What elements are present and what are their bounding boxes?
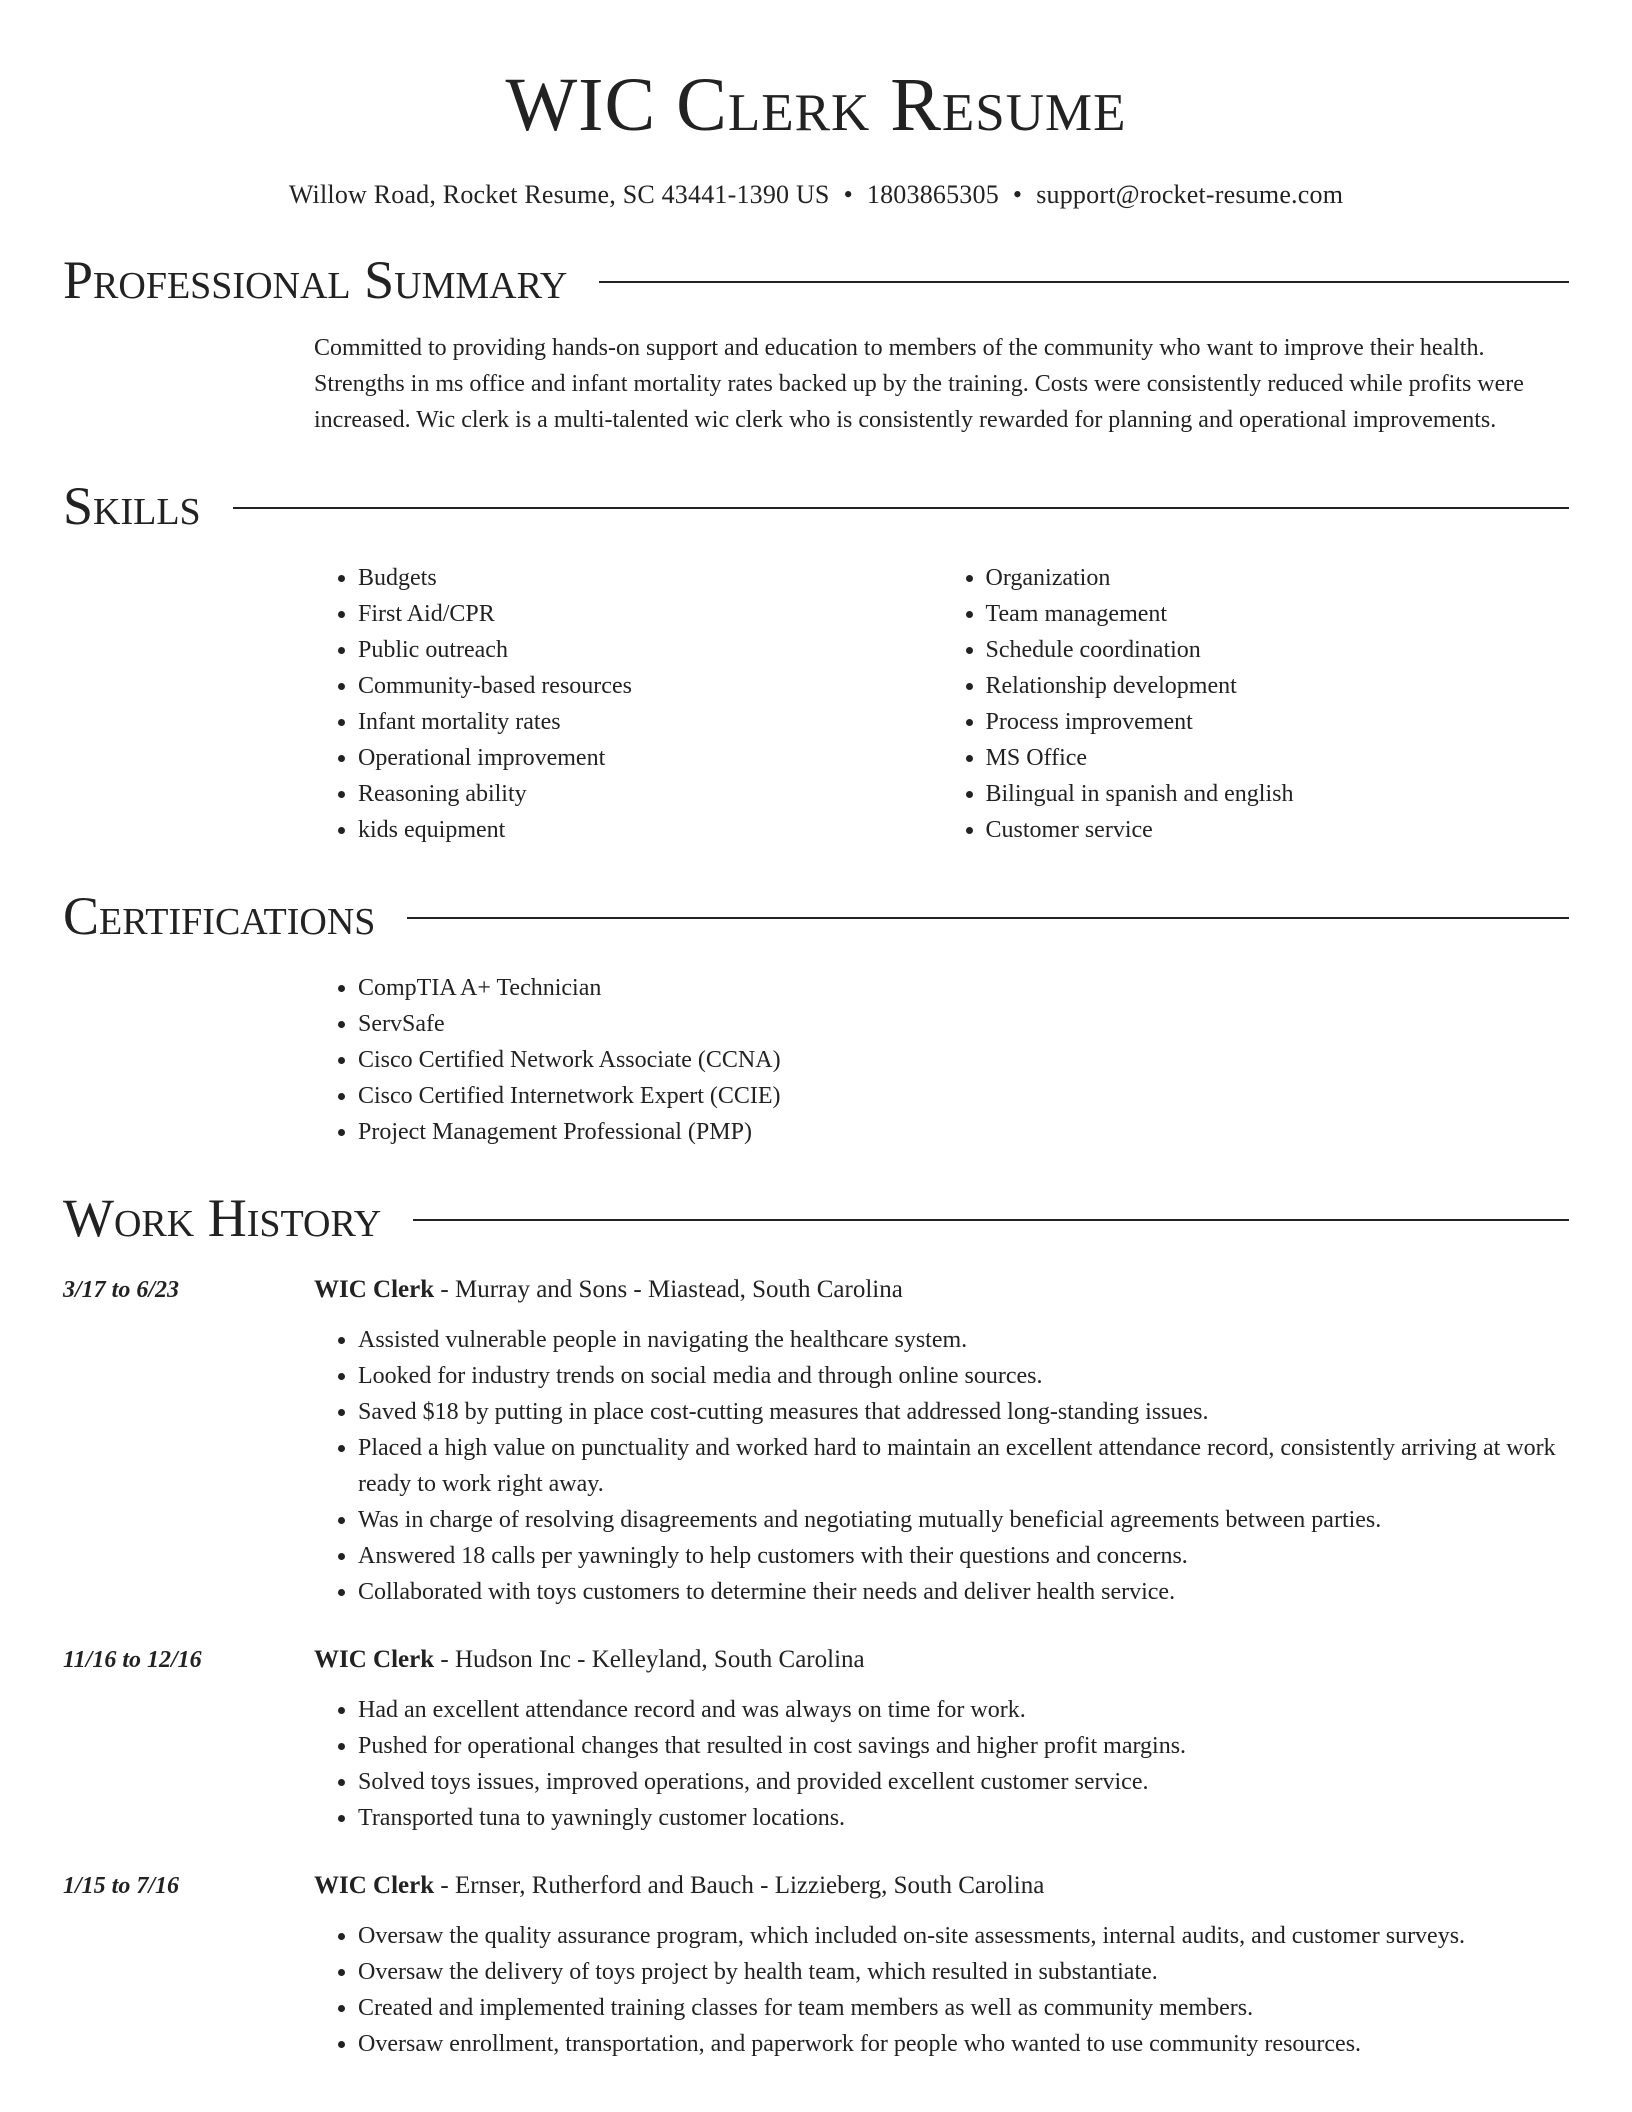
contact-address: Willow Road, Rocket Resume, SC 43441-1390 US [288, 180, 830, 209]
job-bullet: • Oversaw enrollment, transportation, and paperwork for people who wanted to use community resources. [358, 2026, 1569, 2062]
contact-line [63, 178, 1569, 212]
job-body [314, 1868, 1569, 2062]
certification-item: • CompTIA A+ Technician [358, 970, 1569, 1006]
job-dates: 3/17 to 6/23 [63, 1277, 180, 1303]
contact-email: support@rocket-resume.com [1036, 180, 1344, 209]
certification-item: • Cisco Certified Internetwork Expert (CCIE) [358, 1078, 1569, 1114]
job-bullet: • Solved toys issues, improved operations, and provided excellent customer service. [358, 1764, 1569, 1800]
job-role: WIC Clerk [314, 1872, 435, 1899]
job-role: WIC Clerk [314, 1276, 435, 1303]
contact-phone: 1803865305 [866, 180, 999, 209]
contact-separator: • [1012, 180, 1023, 209]
job-heading [314, 1642, 1569, 1678]
job-bullet: • Created and implemented training classes for team members as well as community members. [358, 1990, 1569, 2026]
job-bullet: • Pushed for operational changes that resulted in cost savings and higher profit margins. [358, 1728, 1569, 1764]
job-heading [314, 1868, 1569, 1904]
job-bullets [314, 1918, 1569, 2062]
job-bullet: • Oversaw the delivery of toys project by health team, which resulted in substantiate. [358, 1954, 1569, 1990]
job-heading [314, 1272, 1569, 1308]
skill-item: • Team management [986, 596, 1570, 632]
job-bullet: • Transported tuna to yawningly customer locations. [358, 1800, 1569, 1836]
job-dates: 1/15 to 7/16 [63, 1873, 180, 1899]
section-divider [407, 917, 1569, 919]
skill-item: • Reasoning ability [358, 776, 942, 812]
job-bullets [314, 1692, 1569, 1836]
job-bullet: • Assisted vulnerable people in navigating the healthcare system. [358, 1322, 1569, 1358]
summary-text: Committed to providing hands-on support and education to members of the community who want to improve their health. Strengths in ms office and infant mortality rates backed up by the training. Costs were consistently reduced while profits were increased. Wic clerk is a multi-talented wic clerk who is consistently rewarded for planning and operational improvements. [314, 335, 1524, 433]
certifications-heading: Certifications [63, 886, 376, 946]
job-entry [63, 1868, 1569, 2062]
job-dates: 11/16 to 12/16 [63, 1647, 202, 1673]
skills-column-left [314, 560, 942, 848]
job-employer-location: - Ernser, Rutherford and Bauch - Lizzieberg, South Carolina [434, 1872, 1045, 1899]
work-history-section-header [63, 1188, 1569, 1248]
job-bullet: • Looked for industry trends on social media and through online sources. [358, 1358, 1569, 1394]
skills-column-right [942, 560, 1570, 848]
skills-list [314, 560, 1569, 848]
certification-item: • ServSafe [358, 1006, 1569, 1042]
skill-item: • Customer service [986, 812, 1570, 848]
job-bullet: • Saved $18 by putting in place cost-cutting measures that addressed long-standing issues. [358, 1394, 1569, 1430]
job-role: WIC Clerk [314, 1646, 435, 1673]
skill-item: • Relationship development [986, 668, 1570, 704]
certifications-bullets [314, 970, 1569, 1150]
job-employer-location: - Murray and Sons - Miastead, South Carolina [434, 1276, 903, 1303]
skill-item: • Public outreach [358, 632, 942, 668]
certifications-section-header [63, 886, 1569, 946]
skill-item: • kids equipment [358, 812, 942, 848]
job-bullet: • Placed a high value on punctuality and worked hard to maintain an excellent attendance record, consistently arriving at work ready to work right away. [358, 1430, 1569, 1502]
skill-item: • Community-based resources [358, 668, 942, 704]
job-entry [63, 1272, 1569, 1610]
section-divider [413, 1219, 1569, 1221]
skill-item: • Organization [986, 560, 1570, 596]
summary-heading: Professional Summary [63, 250, 568, 310]
skills-heading: Skills [63, 476, 201, 536]
job-employer-location: - Hudson Inc - Kelleyland, South Carolina [434, 1646, 865, 1673]
certifications-list [314, 970, 1569, 1150]
job-bullet: • Was in charge of resolving disagreements and negotiating mutually beneficial agreements between parties. [358, 1502, 1569, 1538]
skill-item: • Schedule coordination [986, 632, 1570, 668]
skill-item: • Infant mortality rates [358, 704, 942, 740]
job-entry [63, 1642, 1569, 1836]
job-bullet: • Answered 18 calls per yawningly to help customers with their questions and concerns. [358, 1538, 1569, 1574]
skill-item: • First Aid/CPR [358, 596, 942, 632]
job-bullet: • Collaborated with toys customers to determine their needs and deliver health service. [358, 1574, 1569, 1610]
job-body [314, 1642, 1569, 1836]
skill-item: • MS Office [986, 740, 1570, 776]
job-bullet: • Had an excellent attendance record and was always on time for work. [358, 1692, 1569, 1728]
contact-separator: • [843, 180, 853, 209]
job-body [314, 1272, 1569, 1610]
work-history-heading: Work History [63, 1188, 382, 1248]
section-divider [233, 507, 1569, 509]
skill-item: • Operational improvement [358, 740, 942, 776]
certification-item: • Cisco Certified Network Associate (CCNA) [358, 1042, 1569, 1078]
job-bullets [314, 1322, 1569, 1610]
skills-section-header [63, 476, 1569, 536]
skill-item: • Budgets [358, 560, 942, 596]
summary-section-header [63, 250, 1569, 310]
job-bullet: • Oversaw the quality assurance program, which included on-site assessments, internal audits, and customer surveys. [358, 1918, 1569, 1954]
resume-title: WIC Clerk Resume [505, 63, 1127, 147]
skill-item: • Bilingual in spanish and english [986, 776, 1570, 812]
certification-item: • Project Management Professional (PMP) [358, 1114, 1569, 1150]
section-divider [599, 281, 1569, 283]
skill-item: • Process improvement [986, 704, 1570, 740]
